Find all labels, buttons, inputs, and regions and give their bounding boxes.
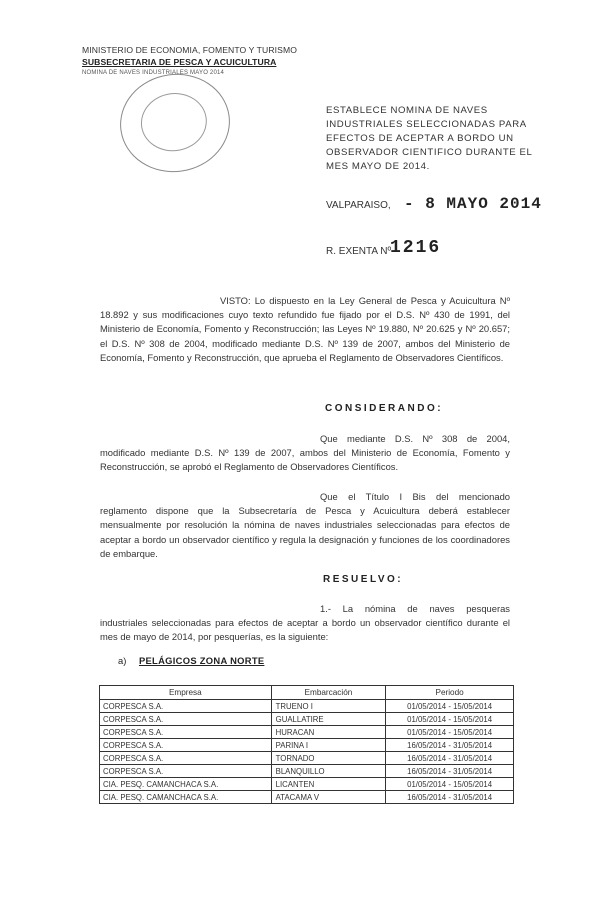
cell-empresa: CORPESCA S.A. (100, 752, 272, 765)
cell-empresa: CORPESCA S.A. (100, 739, 272, 752)
cell-periodo: 16/05/2014 - 31/05/2014 (386, 752, 514, 765)
table-row (100, 765, 514, 778)
ministry-name: MINISTERIO DE ECONOMIA, FOMENTO Y TURISMO (82, 45, 297, 55)
place-label: VALPARAISO, (326, 200, 391, 211)
resolution-label: R. EXENTA Nº (326, 246, 392, 257)
cell-embarcacion: TRUENO I (271, 700, 386, 713)
cell-empresa: CORPESCA S.A. (100, 700, 272, 713)
cell-embarcacion: LICANTEN (271, 778, 386, 791)
table-row (100, 778, 514, 791)
cell-periodo: 01/05/2014 - 15/05/2014 (386, 726, 514, 739)
cell-embarcacion: HURACAN (271, 726, 386, 739)
resolution-number: 1216 (390, 238, 442, 258)
section-name: PELÁGICOS ZONA NORTE (138, 655, 265, 666)
considerando-text-1: Que mediante D.S. Nº 308 de 2004, modificado mediante D.S. Nº 139 de 2007, ambos del Ministerio de Economía, Fomento y Reconstrucción, se aprobó el Reglamento de Observadores Científicos. (100, 433, 510, 473)
table-row (100, 713, 514, 726)
cell-periodo: 16/05/2014 - 31/05/2014 (386, 791, 514, 804)
letterhead (82, 44, 312, 78)
cell-embarcacion: BLANQUILLO (271, 765, 386, 778)
cell-periodo: 01/05/2014 - 15/05/2014 (386, 700, 514, 713)
section-label: a) (118, 655, 127, 666)
date-stamp: - 8 MAYO 2014 (404, 195, 542, 213)
seal-inner-ring (137, 89, 210, 156)
considerando-paragraph-2 (100, 490, 510, 561)
header-embarcacion: Embarcación (271, 686, 386, 700)
cell-empresa: CIA. PESQ. CAMANCHACA S.A. (100, 778, 272, 791)
cell-empresa: CORPESCA S.A. (100, 726, 272, 739)
header-subtitle: NOMINA DE NAVES INDUSTRIALES MAYO 2014 (82, 70, 225, 76)
cell-embarcacion: TORNADO (271, 752, 386, 765)
cell-empresa: CIA. PESQ. CAMANCHACA S.A. (100, 791, 272, 804)
table-header-row (100, 686, 514, 700)
cell-embarcacion: GUALLATIRE (271, 713, 386, 726)
resuelvo-heading: RESUELVO: (323, 574, 404, 585)
cell-periodo: 16/05/2014 - 31/05/2014 (386, 765, 514, 778)
visto-text: VISTO: Lo dispuesto en la Ley General de Pesca y Acuicultura Nº 18.892 y sus modificaciones cuyo texto refundido fue fijado por el D.S. Nº 430 de 1991, del Ministerio de Economía, Fomento y Reconstrucción; las Leyes Nº 19.880, Nº 20.625 y Nº 20.657; el D.S. Nº 308 de 2004, modificado mediante D.S. Nº 139 de 2007, ambos del Ministerio de Economía, Fomento y Reconstrucción, que aprueba el Reglamento de Observadores Científicos. (100, 295, 510, 363)
table-row (100, 726, 514, 739)
subsecretaria-name: SUBSECRETARIA DE PESCA Y ACUICULTURA (82, 57, 277, 67)
official-seal-stamp (114, 67, 237, 179)
header-periodo: Periodo (386, 686, 514, 700)
considerando-heading: CONSIDERANDO: (325, 403, 444, 414)
table-row (100, 752, 514, 765)
header-empresa: Empresa (100, 686, 272, 700)
cell-periodo: 16/05/2014 - 31/05/2014 (386, 739, 514, 752)
resolution-title: ESTABLECE NOMINA DE NAVES INDUSTRIALES SELECCIONADAS PARA EFECTOS DE ACEPTAR A BORDO UN OBSERVADOR CIENTIFICO DURANTE EL MES MAYO DE 2014. (326, 105, 533, 172)
table-row (100, 791, 514, 804)
visto-paragraph (100, 294, 510, 365)
cell-embarcacion: PARINA I (271, 739, 386, 752)
resuelvo-text-1: 1.- La nómina de naves pesqueras industriales seleccionadas para efectos de aceptar a bordo un observador científico durante el mes de mayo de 2014, por pesquerías, es la siguiente: (100, 603, 510, 643)
cell-periodo: 01/05/2014 - 15/05/2014 (386, 713, 514, 726)
considerando-paragraph-1 (100, 432, 510, 475)
table-row (100, 739, 514, 752)
cell-periodo: 01/05/2014 - 15/05/2014 (386, 778, 514, 791)
table-row (100, 700, 514, 713)
vessel-table (99, 685, 514, 804)
section-heading (118, 655, 264, 666)
considerando-text-2: Que el Título I Bis del mencionado reglamento dispone que la Subsecretaría de Pesca y Acuicultura deberá establecer mensualmente por resolución la nómina de naves industriales seleccionadas para efectos de aceptar a bordo un observador científico y regula la designación y funciones de los coordinadores de embarque. (100, 491, 510, 559)
resuelvo-paragraph-1 (100, 602, 510, 645)
cell-empresa: CORPESCA S.A. (100, 713, 272, 726)
cell-empresa: CORPESCA S.A. (100, 765, 272, 778)
cell-embarcacion: ATACAMA V (271, 791, 386, 804)
